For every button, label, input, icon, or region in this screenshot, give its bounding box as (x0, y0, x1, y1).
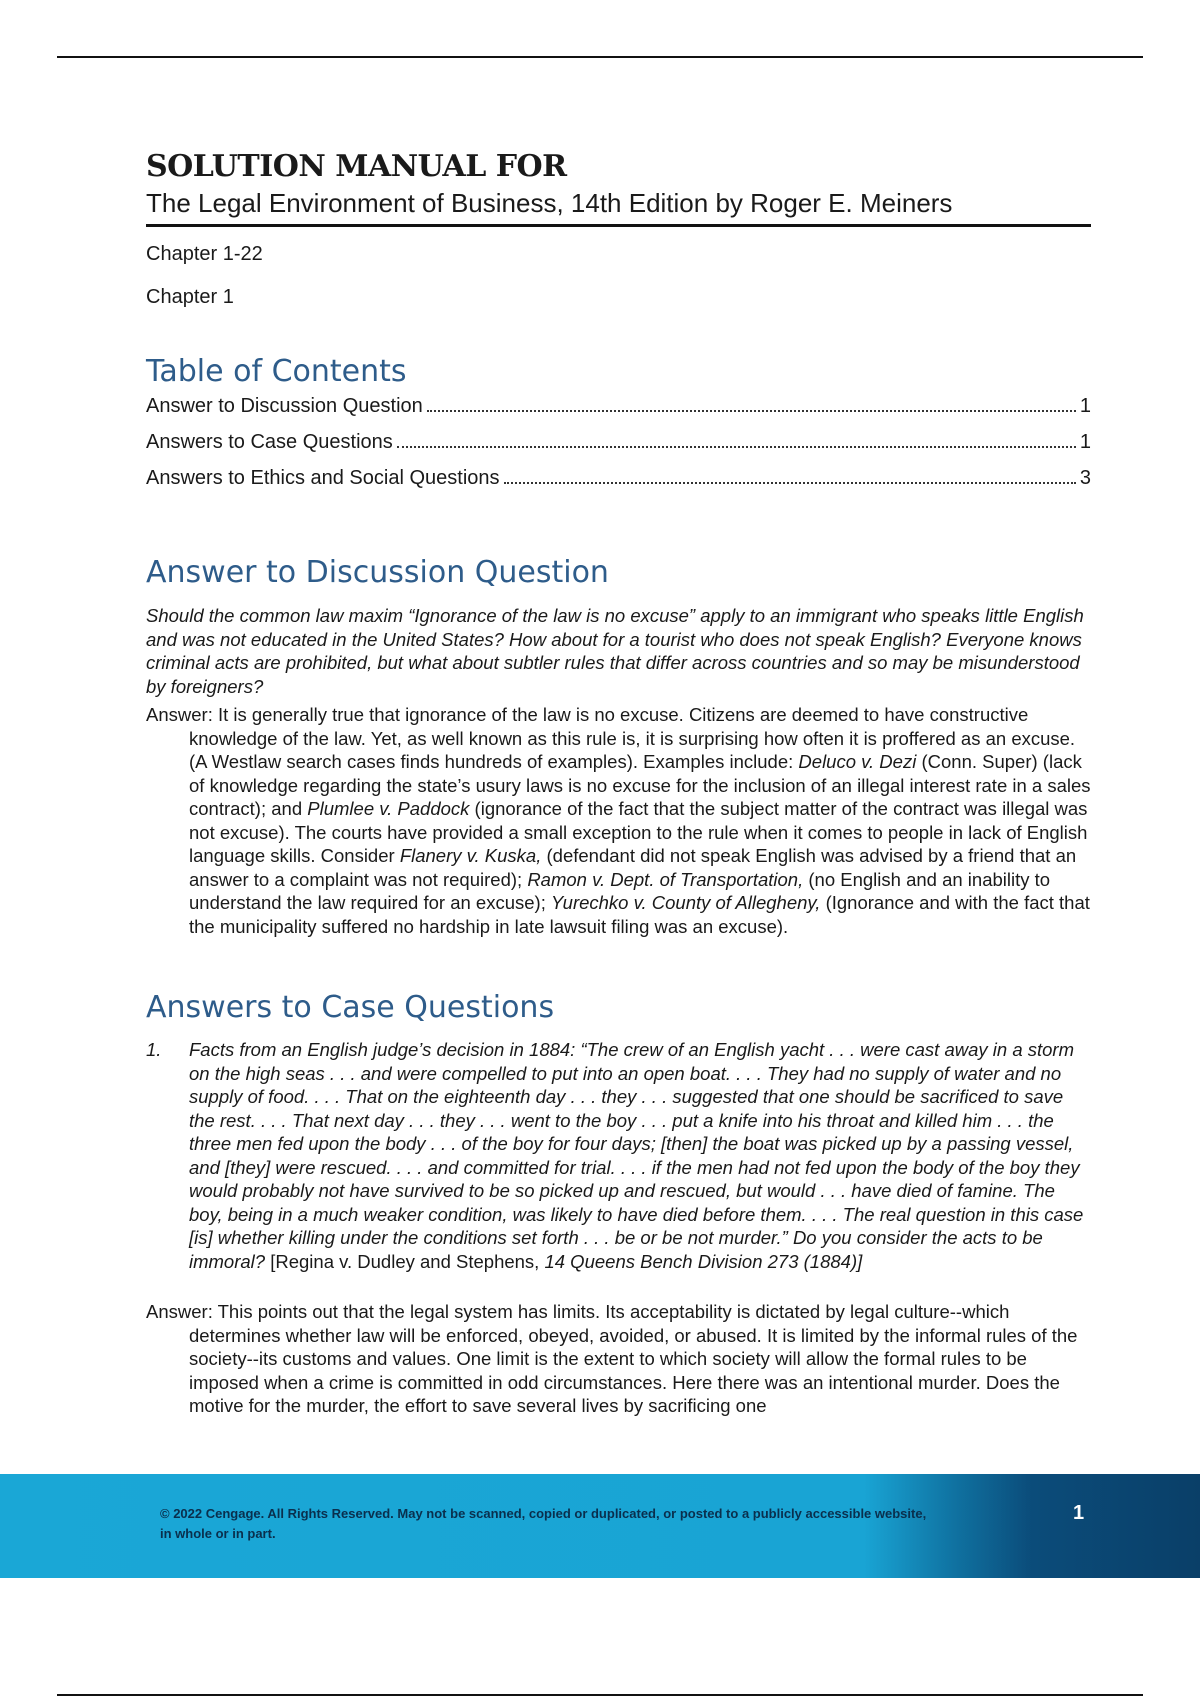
bottom-rule (57, 1694, 1143, 1696)
answer-text: (Ignorance and with the fact that the municipality suffered no hardship in late lawsuit filing was an excuse). (189, 892, 1090, 937)
citation-reporter: 14 Queens Bench Division 273 (1884)] (544, 1250, 863, 1272)
toc-entry[interactable] (146, 395, 1091, 431)
case-answer: Answer: This points out that the legal system has limits. Its acceptability is dictated by legal culture--which determines whether law will be enforced, obeyed, avoided, or abused. It is limited by the informal rules of the society--its customs and values. One limit is the extent to which society will allow the formal rules to be imposed when a crime is committed in odd circumstances. Here there was an intentional murder. Does the motive for the murder, the effort to save several lives by sacrificing one (146, 1301, 1078, 1416)
discussion-heading: Answer to Discussion Question (146, 555, 609, 590)
toc-entry-label[interactable]: Answers to Case Questions (146, 430, 393, 453)
page-number: 1 (1073, 1502, 1085, 1524)
case-name: Plumlee v. Paddock (307, 798, 470, 819)
chapter-range: Chapter 1-22 (146, 242, 263, 265)
case-citation (270, 1251, 862, 1272)
citation-prefix: [Regina v. Dudley and Stephens, (270, 1250, 545, 1272)
case-name: Deluco v. Dezi (798, 751, 917, 772)
table-of-contents (146, 395, 1091, 503)
case-question-text: Facts from an English judge’s decision in 1884: “The crew of an English yacht . . . were cast away in a storm on the high seas . . . and were compelled to put into an open boat. . . . They had no supply of water and no supply of food. . . . That on the eighteenth day . . . they . . . suggested that one should be sacrificed to save the rest. . . . That next day . . . they . . . went to the boy . . . put a knife into his throat and killed him . . . the three men fed upon the body . . . of the boy for four days; [then] the boat was picked up by a passing vessel, and [they] were rescued. . . . and committed for trial. . . . if the men had not fed upon the body of the boy they would probably not have survived to be so picked up and rescued, but would . . . have died of famine. The boy, being in a much weaker condition, was likely to have died before them. . . . The real question in this case [is] whether killing under the conditions set forth . . . be or be not murder.” Do you consider the acts to be immoral? (189, 1039, 1084, 1272)
discussion-question: Should the common law maxim “Ignorance of the law is no excuse” apply to an immigrant who speaks little English and was not educated in the United States? How about for a tourist who does not speak English? Everyone knows criminal acts are prohibited, but what about subtler rules that differ across countries and so may be misunderstood by foreigners? (146, 605, 1084, 697)
toc-entry-page[interactable]: 3 (1079, 466, 1091, 489)
case-questions-heading: Answers to Case Questions (146, 990, 555, 1025)
top-rule (57, 56, 1143, 58)
answer-text: (no English and an inability to understand the law required for an excuse); (189, 868, 1051, 913)
copyright-notice: © 2022 Cengage. All Rights Reserved. May not be scanned, copied or duplicated, or posted to a publicly accessible website, in whole or in part. (160, 1506, 927, 1541)
case-name: Yurechko v. County of Allegheny, (551, 892, 821, 913)
toc-entry-label[interactable]: Answers to Ethics and Social Questions (146, 466, 500, 489)
answer-text: (Conn. Super) (lack of knowledge regarding the state’s usury laws is no excuse for the inclusion of an illegal interest rate in a sales contract); and (189, 751, 1091, 819)
toc-title: Table of Contents (146, 353, 407, 389)
toc-entry[interactable] (146, 467, 1091, 503)
manual-heading: SOLUTION MANUAL FOR (146, 149, 567, 184)
toc-entry-label[interactable]: Answer to Discussion Question (146, 394, 423, 417)
chapter-label: Chapter 1 (146, 285, 234, 308)
case-name: Ramon v. Dept. of Transportation, (527, 868, 804, 890)
toc-dot-leader (504, 482, 1076, 484)
case-question (146, 1038, 1091, 1273)
toc-dot-leader (397, 446, 1076, 448)
page-footer (0, 1474, 1200, 1578)
answer-text: Answer: It is generally true that ignorance of the law is no excuse. Citizens are deemed to have constructive knowledge of the law. Yet, as well known as this rule is, it is surprising how often it is proffered as an excuse. (A Westlaw search cases finds hundreds of examples). Examples include: (146, 704, 1076, 772)
book-title: The Legal Environment of Business, 14th Edition by Roger E. Meiners (146, 188, 1091, 227)
toc-entry-page[interactable]: 1 (1079, 394, 1091, 417)
case-name: Flanery v. Kuska, (399, 845, 542, 866)
answer-text: (ignorance of the fact that the subject matter of the contract was illegal was not excuse). The courts have provided a small exception to the rule when it comes to people in lack of English language skills. Consider (189, 798, 1088, 866)
toc-entry[interactable] (146, 431, 1091, 467)
toc-dot-leader (427, 410, 1076, 412)
answer-text: (defendant did not speak English was advised by a friend that an answer to a complaint was not required); (189, 845, 1077, 890)
case-question-number: 1. (146, 1039, 162, 1060)
discussion-answer (146, 703, 1091, 938)
document-header (146, 150, 1091, 503)
toc-entry-page[interactable]: 1 (1079, 430, 1091, 453)
